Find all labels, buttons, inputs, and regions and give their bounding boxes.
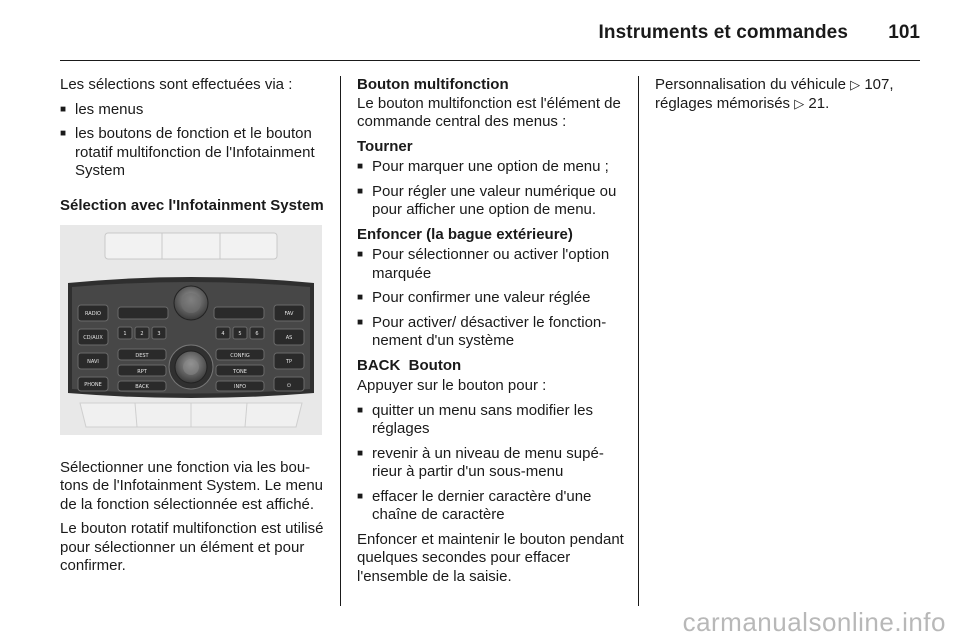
column-2 bbox=[357, 76, 627, 592]
infotainment-panel-illustration bbox=[60, 225, 322, 435]
press-list bbox=[357, 246, 627, 351]
header-rule bbox=[60, 60, 920, 61]
tp-button-label: TP bbox=[285, 359, 293, 365]
section-heading: Bouton multifonction bbox=[357, 76, 509, 93]
back-button-label: BACK bbox=[135, 384, 149, 390]
paragraph: Appuyer sur le bouton pour : bbox=[357, 377, 547, 394]
list-item: ■ les boutons de fonction et le bouton rotatif multifonction de l'Infotainment System bbox=[60, 125, 326, 181]
reference-label: Personnalisation du véhicule bbox=[655, 76, 846, 93]
list-item: ■ Pour régler une valeur numérique ou pour afficher une option de menu. bbox=[357, 183, 627, 220]
column-3 bbox=[655, 76, 923, 119]
cdaux-button-label: CD/AUX bbox=[83, 335, 103, 341]
radio-button-label: RADIO bbox=[85, 311, 101, 317]
page-arrow-icon: ▷ bbox=[850, 77, 861, 92]
power-icon: ⏻ bbox=[287, 383, 291, 389]
subheading-press: Enfoncer (la bague extérieure) bbox=[357, 225, 573, 243]
list-item: ■ effacer le dernier caractère d'une chaîne de caractère bbox=[357, 488, 627, 525]
list-item: ■ quitter un menu sans modifier les réglages bbox=[357, 402, 627, 439]
list-item: ■ les menus bbox=[60, 101, 326, 120]
subheading-back: BACK Bouton bbox=[357, 356, 462, 374]
subheading-turn: Tourner bbox=[357, 137, 413, 155]
intro-list bbox=[60, 101, 326, 181]
preset-3-label: 3 bbox=[157, 331, 161, 337]
preset-6-label: 6 bbox=[255, 331, 259, 337]
config-button-label: CONFIG bbox=[230, 353, 250, 359]
turn-list bbox=[357, 158, 627, 220]
back-list bbox=[357, 402, 627, 525]
list-item: ■ Pour confirmer une valeur réglée bbox=[357, 289, 627, 308]
page-title: Instruments et commandes bbox=[598, 22, 848, 43]
page-header bbox=[60, 18, 920, 48]
column-divider-1 bbox=[340, 76, 341, 606]
paragraph: Le bouton multifonction est l'élément de commande central des menus : bbox=[357, 94, 621, 130]
list-item: ■ revenir à un niveau de menu supérieur à partir d'un sous-menu bbox=[357, 445, 627, 482]
fav-button-label: FAV bbox=[284, 311, 294, 317]
list-item: ■ Pour sélectionner ou activer l'option marquée bbox=[357, 246, 627, 283]
tone-button-label: TONE bbox=[233, 369, 247, 375]
section-heading: Sélection avec l'Infotainment System bbox=[60, 196, 324, 214]
navi-button-label: NAVI bbox=[87, 359, 99, 365]
watermark: carmanualsonline.info bbox=[682, 607, 946, 637]
preset-1-label: 1 bbox=[123, 331, 127, 337]
cross-reference-text bbox=[655, 76, 923, 113]
column-divider-2 bbox=[638, 76, 639, 606]
list-item: ■ Pour activer/ désactiver le fonctionnement d'un système bbox=[357, 314, 627, 351]
list-item: ■ Pour marquer une option de menu ; bbox=[357, 158, 627, 177]
paragraph: Le bouton rotatif multifonction est utilisé pour sélectionner un élément et pour confirmer. bbox=[60, 520, 324, 574]
page-arrow-icon: ▷ bbox=[794, 95, 805, 111]
page-reference: 21. bbox=[808, 94, 830, 112]
column-1 bbox=[60, 76, 326, 582]
as-button-label: AS bbox=[285, 335, 293, 341]
page-number: 101 bbox=[888, 22, 920, 43]
rpt-button-label: RPT bbox=[137, 369, 147, 375]
page-reference: 107, bbox=[864, 76, 894, 93]
intro-text: Les sélections sont effectuées via : bbox=[60, 76, 293, 93]
reference-label: réglages mémorisés bbox=[655, 94, 791, 112]
preset-4-label: 4 bbox=[221, 331, 225, 337]
dest-button-label: DEST bbox=[135, 353, 149, 359]
paragraph: Enfoncer et maintenir le bouton pendant quelques secondes pour effacer l'ensemble de la saisie. bbox=[357, 530, 624, 585]
preset-5-label: 5 bbox=[238, 331, 242, 337]
paragraph: Sélectionner une fonction via les boutons de l'Infotainment System. Le menu de la fonction sélectionnée est affiché. bbox=[60, 458, 324, 513]
info-button-label: INFO bbox=[233, 384, 247, 390]
phone-button-label: PHONE bbox=[84, 382, 102, 388]
preset-2-label: 2 bbox=[140, 331, 144, 337]
